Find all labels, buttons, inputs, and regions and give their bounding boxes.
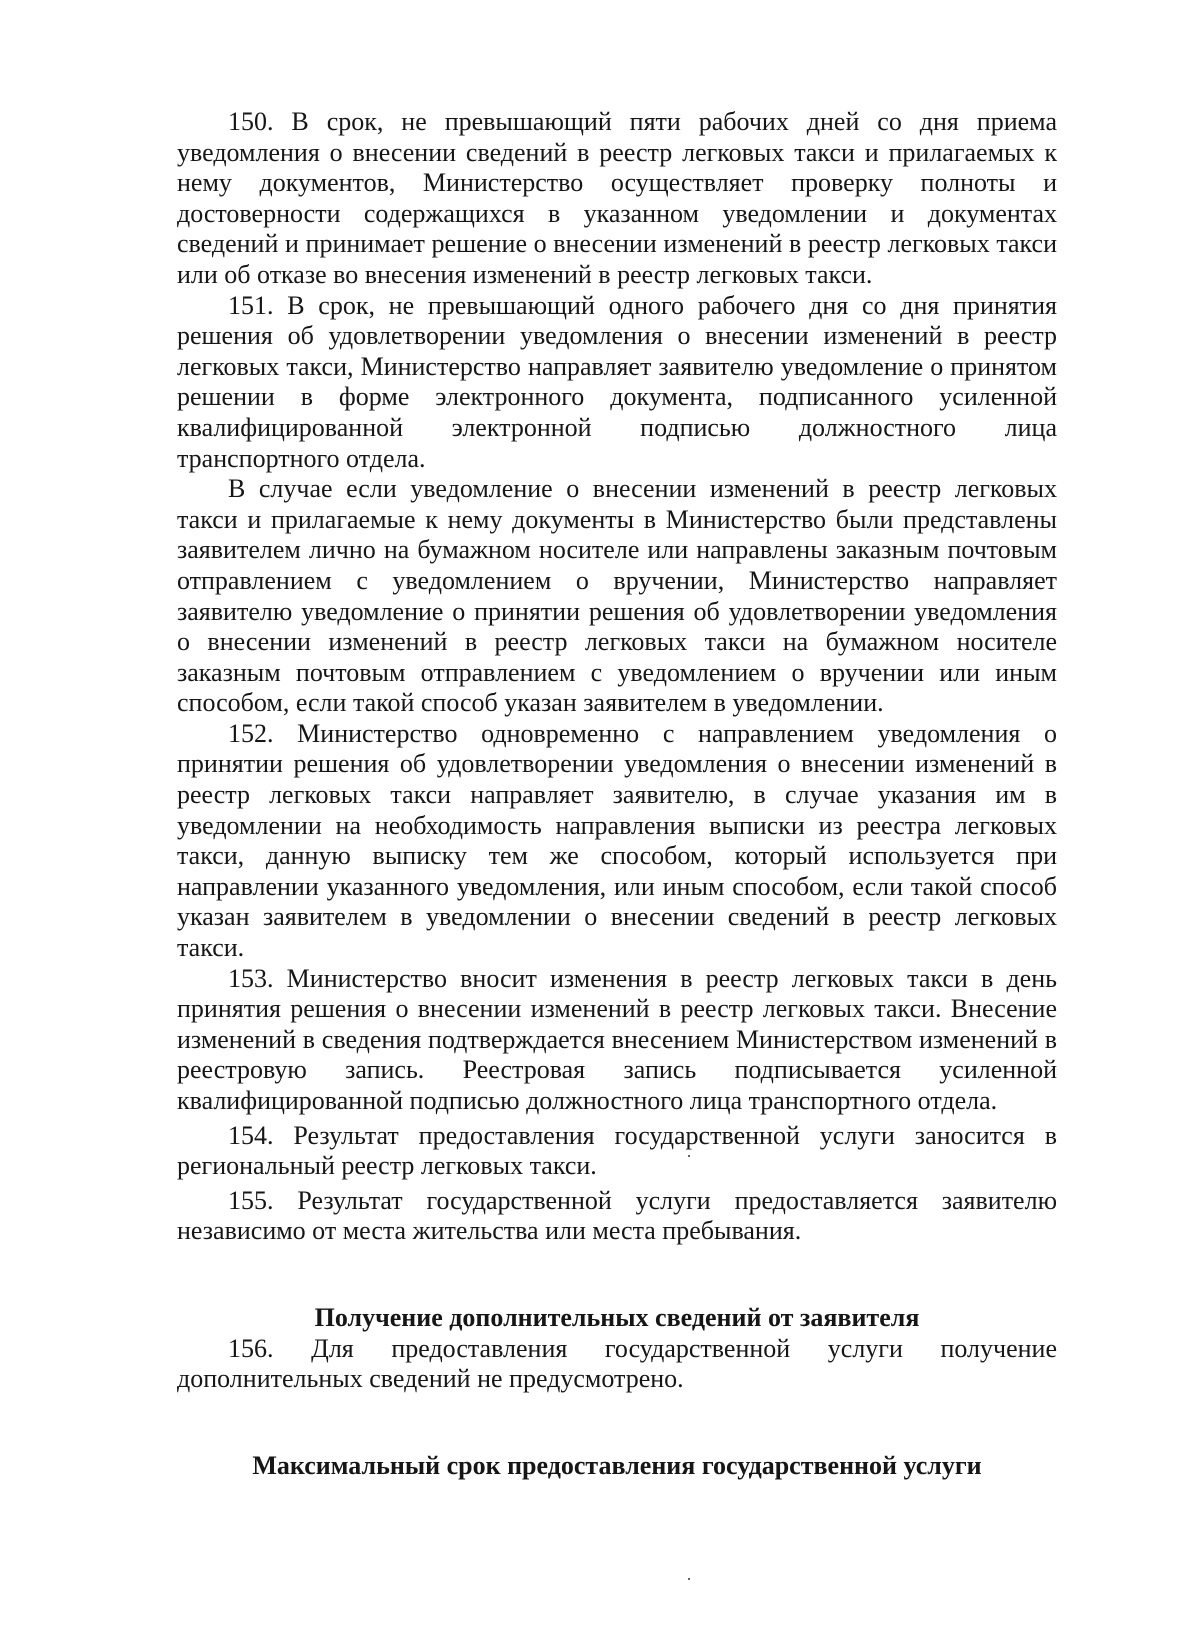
- document-body: [177, 107, 1057, 1481]
- paragraph-155: 155. Результат государственной услуги предоставляется заявителю независимо от места жительства или места пребывания.: [177, 1185, 1057, 1246]
- spacer: [177, 1395, 1057, 1451]
- section-heading-max-term: Максимальный срок предоставления государственной услуги: [252, 1450, 982, 1480]
- paragraph-152: 152. Министерство одновременно с направлением уведомления о принятии решения об удовлетворении уведомления о внесении изменений в реестр легковых такси направляет заявителю, в случае указания им в уведомлении на необходимость направления выписки из реестра легковых такси, данную выписку тем же способом, который используется при направлении указанного уведомления, или иным способом, если такой способ указан заявителем в уведомлении о внесении сведений в реестр легковых такси.: [177, 718, 1057, 963]
- scan-speck: [688, 1578, 690, 1580]
- spacer: [177, 1247, 1057, 1303]
- paragraph-154: 154. Результат предоставления государственной услуги заносится в региональный реестр легковых такси.: [177, 1120, 1057, 1181]
- scan-speck: [688, 1155, 690, 1157]
- paragraph-151: 151. В срок, не превышающий одного рабочего дня со дня принятия решения об удовлетворении уведомления о внесении изменений в реестр легковых такси, Министерство направляет заявителю уведомление о принятом решении в форме электронного документа, подписанного усиленной квалифицированной электронной подписью должностного лица транспортного отдела.: [177, 290, 1057, 473]
- paragraph-153: 153. Министерство вносит изменения в реестр легковых такси в день принятия решения о внесении изменений в реестр легковых такси. Внесение изменений в сведения подтверждается внесением Министерством изменений в реестровую запись. Реестровая запись подписывается усиленной квалифицированной подписью должностного лица транспортного отдела.: [177, 963, 1057, 1115]
- paragraph-151-continued: В случае если уведомление о внесении изменений в реестр легковых такси и прилагаемые к нему документы в Министерство были представлены заявителем лично на бумажном носителе или направлены заказным почтовым отправлением с уведомлением о вручении, Министерство направляет заявителю уведомление о принятии решения об удовлетворении уведомления о внесении изменений в реестр легковых такси на бумажном носителе заказным почтовым отправлением с уведомлением о вручении или иным способом, если такой способ указан заявителем в уведомлении.: [177, 474, 1057, 718]
- paragraph-150: 150. В срок, не превышающий пяти рабочих дней со дня приема уведомления о внесении сведений в реестр легковых такси и прилагаемых к нему документов, Министерство осуществляет проверку полноты и достоверности содержащихся в указанном уведомлении и документах сведений и принимает решение о внесении изменений в реестр легковых такси или об отказе во внесения изменений в реестр легковых такси.: [177, 107, 1057, 289]
- section-heading-additional-info: Получение дополнительных сведений от заявителя: [314, 1302, 920, 1332]
- paragraph-156: 156. Для предоставления государственной услуги получение дополнительных сведений не предусмотрено.: [177, 1333, 1057, 1394]
